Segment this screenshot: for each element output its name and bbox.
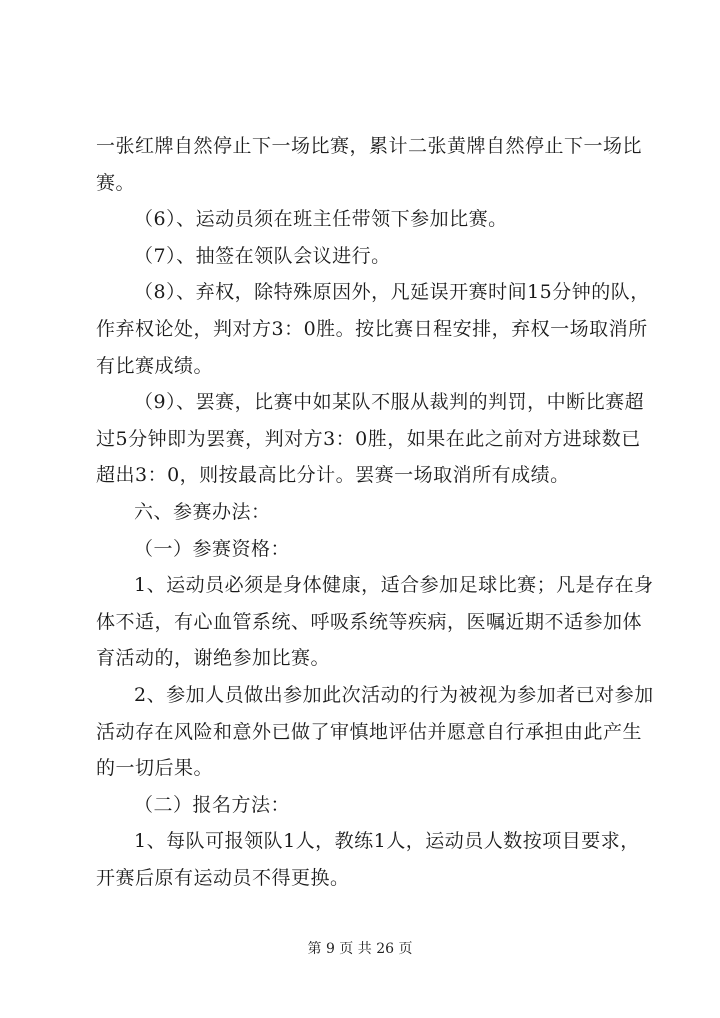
paragraph-10: 1、每队可报领队1人，教练1人，运动员人数按项目要求，开赛后原有运动员不得更换。 xyxy=(96,830,640,889)
paragraph-0: 一张红牌自然停止下一场比赛，累计二张黄牌自然停止下一场比赛。 xyxy=(96,135,643,194)
paragraph-8: 2、参加人员做出参加此次活动的行为被视为参加者已对参加活动存在风险和意外已做了审慎地评估并愿意自行承担由此产生的一切后果。 xyxy=(96,683,654,780)
section-heading-6: 六、参赛办法： xyxy=(134,500,271,523)
paragraph-4: （9）、罢赛，比赛中如某队不服从裁判的判罚，中断比赛超过5分钟即为罢赛，判对方3：0胜，如果在此之前对方进球数已超出3：0，则按最高比分计。罢赛一场取消所有成绩。 xyxy=(96,391,645,487)
subsection-heading-2: （二）报名方法： xyxy=(134,793,291,816)
subsection-heading-1: （一）参赛资格： xyxy=(134,537,291,560)
paragraph-7: 1、运动员必须是身体健康，适合参加足球比赛；凡是存在身体不适，有心血管系统、呼吸系统等疾病，医嘱近期不适参加体育活动的，谢绝参加比赛。 xyxy=(96,574,654,670)
document-body xyxy=(96,128,656,896)
paragraph-3: （8）、弃权，除特殊原因外，凡延误开赛时间15分钟的队，作弃权论处，判对方3：0胜。按比赛日程安排，弃权一场取消所有比赛成绩。 xyxy=(96,281,650,377)
paragraph-1: （6）、运动员须在班主任带领下参加比赛。 xyxy=(134,208,508,231)
page-number-footer: 第 9 页 共 26 页 xyxy=(307,941,413,957)
paragraph-2: （7）、抽签在领队会议进行。 xyxy=(134,244,391,267)
